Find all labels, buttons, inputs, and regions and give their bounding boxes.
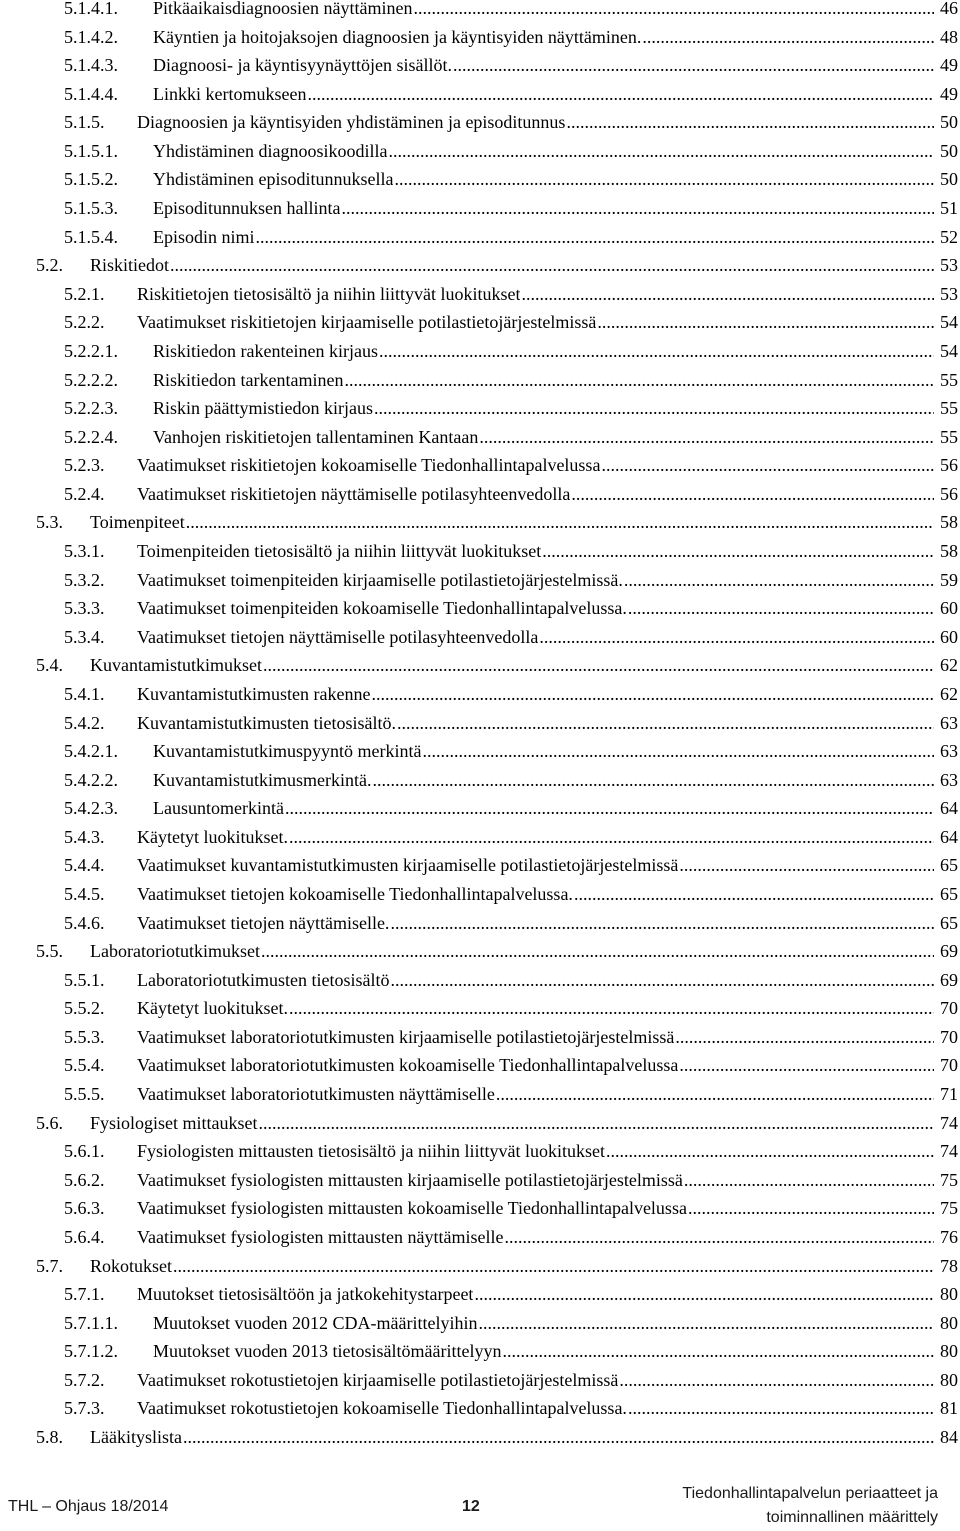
toc-entry-number: 5.4.2.	[64, 712, 105, 733]
footer-title-line-1: Tiedonhallintapalvelun periaatteet ja	[682, 1485, 938, 1502]
toc-entry-title: Kuvantamistutkimusten tietosisältö.	[137, 712, 396, 733]
toc-entry-page: 80	[940, 1341, 958, 1362]
toc-entry[interactable]	[64, 1194, 960, 1222]
toc-entry-number: 5.4.1.	[64, 683, 105, 704]
toc-entry-title: Vanhojen riskitietojen tallentaminen Kantaan	[153, 426, 479, 447]
toc-entry[interactable]	[64, 423, 960, 451]
toc-entry-title: Vaatimukset laboratoriotutkimusten kirjaamiselle potilastietojärjestelmissä	[137, 1026, 675, 1047]
toc-dot-leader	[307, 80, 934, 108]
toc-entry[interactable]	[64, 23, 960, 51]
toc-entry-page: 55	[940, 369, 958, 390]
toc-entry[interactable]	[64, 823, 960, 851]
toc-entry-number: 5.5.	[36, 941, 63, 962]
toc-entry-number: 5.4.5.	[64, 883, 105, 904]
toc-entry-title: Käytetyt luokitukset.	[137, 998, 288, 1019]
toc-entry-page: 69	[940, 969, 958, 990]
toc-entry[interactable]	[64, 280, 960, 308]
toc-entry[interactable]	[64, 1137, 960, 1165]
toc-dot-leader	[566, 108, 934, 136]
toc-entry-title: Vaatimukset kuvantamistutkimusten kirjaamiselle potilastietojärjestelmissä	[137, 855, 679, 876]
toc-dot-leader	[606, 1137, 934, 1165]
toc-entry[interactable]	[64, 1023, 960, 1051]
toc-entry-title: Muutokset vuoden 2012 CDA-määrittelyihin	[153, 1312, 478, 1333]
toc-entry-page: 76	[940, 1226, 958, 1247]
toc-entry-number: 5.7.1.1.	[64, 1312, 118, 1333]
toc-entry[interactable]	[64, 366, 960, 394]
toc-entry-number: 5.2.	[36, 255, 63, 276]
toc-entry-page: 65	[940, 912, 958, 933]
footer-publication: THL – Ohjaus 18/2014	[8, 1498, 169, 1515]
toc-entry-page: 63	[940, 741, 958, 762]
toc-entry-number: 5.7.1.2.	[64, 1341, 118, 1362]
toc-entry-number: 5.2.1.	[64, 283, 105, 304]
toc-entry[interactable]	[64, 594, 960, 622]
toc-entry-page: 84	[940, 1427, 958, 1447]
toc-dot-leader	[479, 423, 934, 451]
toc-entry-title: Kuvantamistutkimuspyyntö merkintä	[153, 741, 422, 762]
toc-entry-number: 5.1.5.3.	[64, 198, 118, 219]
toc-entry-page: 78	[940, 1255, 958, 1276]
toc-entry-page: 46	[940, 0, 958, 18]
toc-entry-page: 48	[940, 26, 958, 47]
toc-dot-leader	[422, 737, 934, 765]
toc-entry-title: Riskitiedot	[90, 255, 170, 276]
toc-dot-leader	[397, 709, 934, 737]
toc-entry[interactable]	[64, 137, 960, 165]
toc-entry-number: 5.4.2.3.	[64, 798, 118, 819]
toc-dot-leader	[390, 966, 934, 994]
toc-entry[interactable]	[64, 1223, 960, 1251]
toc-entry-number: 5.7.2.	[64, 1369, 105, 1390]
toc-entry-page: 55	[940, 398, 958, 419]
toc-entry-number: 5.5.3.	[64, 1026, 105, 1047]
toc-entry[interactable]	[64, 451, 960, 479]
toc-dot-leader	[574, 880, 934, 908]
toc-entry[interactable]	[36, 651, 960, 679]
toc-entry[interactable]	[64, 537, 960, 565]
toc-entry-number: 5.6.2.	[64, 1169, 105, 1190]
toc-dot-leader	[504, 1223, 934, 1251]
toc-entry-number: 5.3.	[36, 512, 63, 533]
toc-entry-title: Riskitietojen tietosisältö ja niihin liittyvät luokitukset	[137, 283, 521, 304]
toc-entry-page: 56	[940, 483, 958, 504]
toc-entry[interactable]	[64, 1394, 960, 1422]
toc-entry-number: 5.4.6.	[64, 912, 105, 933]
toc-entry-title: Episoditunnuksen hallinta	[153, 198, 341, 219]
toc-entry-page: 64	[940, 826, 958, 847]
toc-entry-page: 59	[940, 569, 958, 590]
toc-dot-leader	[259, 1109, 934, 1137]
toc-entry[interactable]	[64, 966, 960, 994]
toc-entry-number: 5.1.4.1.	[64, 0, 118, 18]
toc-entry[interactable]	[64, 394, 960, 422]
toc-entry-title: Vaatimukset tietojen kokoamiselle Tiedonhallintapalvelussa.	[137, 883, 573, 904]
toc-dot-leader	[539, 623, 934, 651]
toc-entry-page: 63	[940, 712, 958, 733]
toc-entry-number: 5.5.1.	[64, 969, 105, 990]
toc-entry[interactable]	[64, 0, 960, 22]
toc-entry[interactable]	[64, 1166, 960, 1194]
toc-entry-title: Yhdistäminen diagnoosikoodilla	[153, 140, 388, 161]
toc-entry-number: 5.1.5.	[64, 112, 105, 133]
toc-entry-title: Riskin päättymistiedon kirjaus	[153, 398, 373, 419]
toc-entry-number: 5.2.2.1.	[64, 340, 118, 361]
toc-entry[interactable]	[64, 80, 960, 108]
toc-entry-page: 55	[940, 426, 958, 447]
toc-entry-page: 81	[940, 1398, 958, 1419]
toc-entry[interactable]	[64, 308, 960, 336]
toc-entry-number: 5.4.4.	[64, 855, 105, 876]
toc-dot-leader	[628, 594, 934, 622]
toc-entry-title: Laboratoriotutkimukset	[90, 941, 260, 962]
toc-entry-page: 52	[940, 226, 958, 247]
toc-entry-title: Kuvantamistutkimusten rakenne	[137, 683, 371, 704]
toc-dot-leader	[170, 251, 934, 279]
toc-entry-title: Käyntien ja hoitojaksojen diagnoosien ja käyntisyiden näyttäminen.	[153, 26, 642, 47]
toc-entry-number: 5.7.1.	[64, 1284, 105, 1305]
toc-dot-leader	[374, 394, 934, 422]
toc-dot-leader	[341, 194, 934, 222]
toc-entry-title: Riskitiedon rakenteinen kirjaus	[153, 340, 378, 361]
toc-entry-number: 5.8.	[36, 1427, 63, 1447]
toc-entry[interactable]	[64, 709, 960, 737]
toc-dot-leader	[379, 337, 934, 365]
toc-entry[interactable]	[64, 737, 960, 765]
toc-entry-page: 80	[940, 1369, 958, 1390]
toc-entry-title: Muutokset vuoden 2013 tietosisältömäärittelyyn	[153, 1341, 502, 1362]
toc-entry[interactable]	[64, 566, 960, 594]
toc-entry-number: 5.4.2.2.	[64, 769, 118, 790]
toc-entry-number: 5.6.4.	[64, 1226, 105, 1247]
toc-entry-number: 5.4.2.1.	[64, 741, 118, 762]
toc-entry-page: 58	[940, 512, 958, 533]
toc-entry-title: Pitkäaikaisdiagnoosien näyttäminen	[153, 0, 413, 18]
toc-dot-leader	[675, 1023, 934, 1051]
toc-entry[interactable]	[64, 194, 960, 222]
toc-dot-leader	[390, 909, 934, 937]
toc-entry-page: 54	[940, 312, 958, 333]
footer-page-number: 12	[462, 1498, 480, 1515]
toc-entry-page: 49	[940, 83, 958, 104]
toc-entry-title: Vaatimukset fysiologisten mittausten kirjaamiselle potilastietojärjestelmissä	[137, 1169, 683, 1190]
page-footer	[0, 1478, 960, 1531]
toc-entry-title: Kuvantamistutkimusmerkintä.	[153, 769, 372, 790]
toc-entry-title: Diagnoosien ja käyntisyiden yhdistäminen ja episoditunnus	[137, 112, 566, 133]
toc-dot-leader	[642, 23, 934, 51]
toc-entry-title: Toimenpiteet	[90, 512, 185, 533]
toc-entry[interactable]	[64, 623, 960, 651]
toc-entry-page: 65	[940, 855, 958, 876]
toc-entry-title: Rokotukset	[90, 1255, 173, 1276]
toc-entry[interactable]	[36, 1252, 960, 1280]
toc-entry-page: 53	[940, 283, 958, 304]
toc-entry-title: Vaatimukset riskitietojen kirjaamiselle potilastietojärjestelmissä	[137, 312, 597, 333]
toc-dot-leader	[186, 508, 934, 536]
toc-entry-page: 51	[940, 198, 958, 219]
toc-dot-leader	[496, 1080, 934, 1108]
toc-entry[interactable]	[64, 909, 960, 937]
toc-entry-title: Vaatimukset riskitietojen kokoamiselle Tiedonhallintapalvelussa	[137, 455, 601, 476]
toc-entry-page: 70	[940, 998, 958, 1019]
toc-entry-title: Vaatimukset rokotustietojen kirjaamiselle potilastietojärjestelmissä	[137, 1369, 619, 1390]
footer-document-title	[682, 1482, 938, 1530]
toc-entry-title: Vaatimukset laboratoriotutkimusten näyttämiselle	[137, 1084, 495, 1105]
toc-dot-leader	[256, 223, 934, 251]
toc-entry-page: 80	[940, 1312, 958, 1333]
footer-title-line-2: toiminnallinen määrittely	[766, 1509, 938, 1526]
toc-entry-number: 5.6.	[36, 1112, 63, 1133]
toc-entry-number: 5.1.5.4.	[64, 226, 118, 247]
toc-entry-page: 53	[940, 255, 958, 276]
toc-dot-leader	[394, 165, 934, 193]
toc-entry-number: 5.2.2.2.	[64, 369, 118, 390]
toc-entry-page: 64	[940, 798, 958, 819]
toc-entry-page: 63	[940, 769, 958, 790]
toc-entry-page: 65	[940, 883, 958, 904]
toc-dot-leader	[478, 1309, 934, 1337]
toc-entry-title: Riskitiedon tarkentaminen	[153, 369, 344, 390]
toc-entry-page: 69	[940, 941, 958, 962]
toc-entry[interactable]	[64, 1337, 960, 1365]
toc-dot-leader	[624, 566, 934, 594]
toc-dot-leader	[521, 280, 934, 308]
toc-dot-leader	[571, 480, 934, 508]
toc-entry[interactable]	[64, 51, 960, 79]
toc-entry-page: 49	[940, 55, 958, 76]
toc-entry-title: Kuvantamistutkimukset	[90, 655, 262, 676]
toc-entry-page: 74	[940, 1141, 958, 1162]
toc-entry[interactable]	[36, 508, 960, 536]
toc-entry-number: 5.2.2.	[64, 312, 105, 333]
toc-entry-number: 5.1.5.1.	[64, 140, 118, 161]
toc-entry-title: Vaatimukset toimenpiteiden kokoamiselle Tiedonhallintapalvelussa.	[137, 598, 627, 619]
toc-entry[interactable]	[64, 851, 960, 879]
toc-dot-leader	[688, 1194, 934, 1222]
toc-entry-number: 5.3.4.	[64, 626, 105, 647]
toc-entry-page: 62	[940, 655, 958, 676]
toc-entry[interactable]	[64, 223, 960, 251]
toc-entry-page: 58	[940, 541, 958, 562]
toc-entry-number: 5.3.1.	[64, 541, 105, 562]
toc-dot-leader	[173, 1252, 934, 1280]
toc-entry-title: Diagnoosi- ja käyntisyynäyttöjen sisällöt.	[153, 55, 452, 76]
toc-dot-leader	[344, 366, 934, 394]
toc-entry[interactable]	[64, 1366, 960, 1394]
toc-entry-title: Toimenpiteiden tietosisältö ja niihin liittyvät luokitukset	[137, 541, 542, 562]
toc-entry-number: 5.7.	[36, 1255, 63, 1276]
toc-entry-title: Lausuntomerkintä	[153, 798, 284, 819]
toc-entry[interactable]	[64, 1080, 960, 1108]
toc-entry-number: 5.2.2.3.	[64, 398, 118, 419]
toc-dot-leader	[502, 1337, 934, 1365]
toc-entry[interactable]	[64, 680, 960, 708]
toc-dot-leader	[679, 851, 934, 879]
toc-dot-leader	[628, 1394, 934, 1422]
toc-entry[interactable]	[64, 1051, 960, 1079]
toc-entry-page: 50	[940, 112, 958, 133]
toc-entry-title: Linkki kertomukseen	[153, 83, 307, 104]
toc-dot-leader	[619, 1366, 934, 1394]
toc-dot-leader	[183, 1423, 934, 1451]
toc-entry-page: 54	[940, 340, 958, 361]
toc-dot-leader	[413, 0, 934, 22]
toc-entry-page: 50	[940, 169, 958, 190]
toc-entry[interactable]	[64, 994, 960, 1022]
toc-entry-page: 70	[940, 1026, 958, 1047]
toc-entry-number: 5.2.3.	[64, 455, 105, 476]
toc-dot-leader	[263, 651, 934, 679]
toc-entry-title: Vaatimukset laboratoriotutkimusten kokoamiselle Tiedonhallintapalvelussa	[137, 1055, 679, 1076]
toc-entry-title: Laboratoriotutkimusten tietosisältö	[137, 969, 390, 990]
toc-entry-title: Episodin nimi	[153, 226, 255, 247]
toc-dot-leader	[601, 451, 934, 479]
toc-dot-leader	[285, 794, 934, 822]
toc-entry-number: 5.4.3.	[64, 826, 105, 847]
toc-entry-number: 5.7.3.	[64, 1398, 105, 1419]
toc-dot-leader	[542, 537, 934, 565]
toc-dot-leader	[372, 766, 934, 794]
toc-entry[interactable]	[64, 880, 960, 908]
toc-entry-page: 60	[940, 626, 958, 647]
toc-entry-title: Yhdistäminen episoditunnuksella	[153, 169, 394, 190]
toc-entry[interactable]	[64, 766, 960, 794]
toc-entry-number: 5.2.2.4.	[64, 426, 118, 447]
toc-entry-number: 5.3.3.	[64, 598, 105, 619]
toc-entry-page: 74	[940, 1112, 958, 1133]
toc-entry-page: 71	[940, 1084, 958, 1105]
toc-entry-number: 5.1.4.2.	[64, 26, 118, 47]
toc-dot-leader	[289, 994, 934, 1022]
toc-entry-number: 5.4.	[36, 655, 63, 676]
toc-entry-title: Muutokset tietosisältöön ja jatkokehitystarpeet	[137, 1284, 474, 1305]
toc-dot-leader	[371, 680, 934, 708]
toc-entry[interactable]	[64, 165, 960, 193]
toc-entry-title: Lääkityslista	[90, 1427, 182, 1447]
toc-entry-title: Vaatimukset riskitietojen näyttämiselle potilasyhteenvedolla	[137, 483, 571, 504]
toc-dot-leader	[261, 937, 934, 965]
toc-entry-title: Fysiologiset mittaukset	[90, 1112, 258, 1133]
toc-entry-number: 5.6.3.	[64, 1198, 105, 1219]
toc-dot-leader	[474, 1280, 934, 1308]
toc-dot-leader	[289, 823, 934, 851]
toc-entry-number: 5.2.4.	[64, 483, 105, 504]
toc-dot-leader	[679, 1051, 934, 1079]
toc-entry-page: 70	[940, 1055, 958, 1076]
toc-entry-title: Fysiologisten mittausten tietosisältö ja niihin liittyvät luokitukset	[137, 1141, 605, 1162]
toc-entry-page: 56	[940, 455, 958, 476]
toc-entry-title: Vaatimukset fysiologisten mittausten näyttämiselle	[137, 1226, 504, 1247]
toc-entry-title: Käytetyt luokitukset.	[137, 826, 288, 847]
toc-entry-number: 5.6.1.	[64, 1141, 105, 1162]
toc-entry-title: Vaatimukset tietojen näyttämiselle.	[137, 912, 390, 933]
toc-entry[interactable]	[36, 937, 960, 965]
toc-entry-page: 50	[940, 140, 958, 161]
toc-entry[interactable]	[64, 794, 960, 822]
toc-entry-page: 75	[940, 1169, 958, 1190]
toc-dot-leader	[597, 308, 934, 336]
toc-entry[interactable]	[36, 1423, 960, 1451]
toc-entry-number: 5.5.5.	[64, 1084, 105, 1105]
toc-entry-page: 80	[940, 1284, 958, 1305]
toc-dot-leader	[684, 1166, 934, 1194]
toc-entry-title: Vaatimukset fysiologisten mittausten kokoamiselle Tiedonhallintapalvelussa	[137, 1198, 687, 1219]
toc-entry[interactable]	[36, 251, 960, 279]
toc-entry-title: Vaatimukset tietojen näyttämiselle potilasyhteenvedolla	[137, 626, 539, 647]
toc-entry-title: Vaatimukset toimenpiteiden kirjaamiselle potilastietojärjestelmissä.	[137, 569, 623, 590]
toc-entry[interactable]	[36, 1109, 960, 1137]
toc-dot-leader	[388, 137, 934, 165]
toc-entry-title: Vaatimukset rokotustietojen kokoamiselle Tiedonhallintapalvelussa.	[137, 1398, 627, 1419]
toc-entry-page: 62	[940, 683, 958, 704]
toc-entry-number: 5.1.4.4.	[64, 83, 118, 104]
toc-entry-page: 60	[940, 598, 958, 619]
toc-entry-page: 75	[940, 1198, 958, 1219]
toc-entry-number: 5.1.5.2.	[64, 169, 118, 190]
toc-entry[interactable]	[64, 1280, 960, 1308]
toc-entry-number: 5.5.4.	[64, 1055, 105, 1076]
toc-entry[interactable]	[64, 1309, 960, 1337]
toc-entry-number: 5.3.2.	[64, 569, 105, 590]
toc-entry[interactable]	[64, 108, 960, 136]
toc-dot-leader	[453, 51, 934, 79]
toc-entry[interactable]	[64, 480, 960, 508]
toc-entry[interactable]	[64, 337, 960, 365]
toc-entry-number: 5.5.2.	[64, 998, 105, 1019]
toc-entry-number: 5.1.4.3.	[64, 55, 118, 76]
